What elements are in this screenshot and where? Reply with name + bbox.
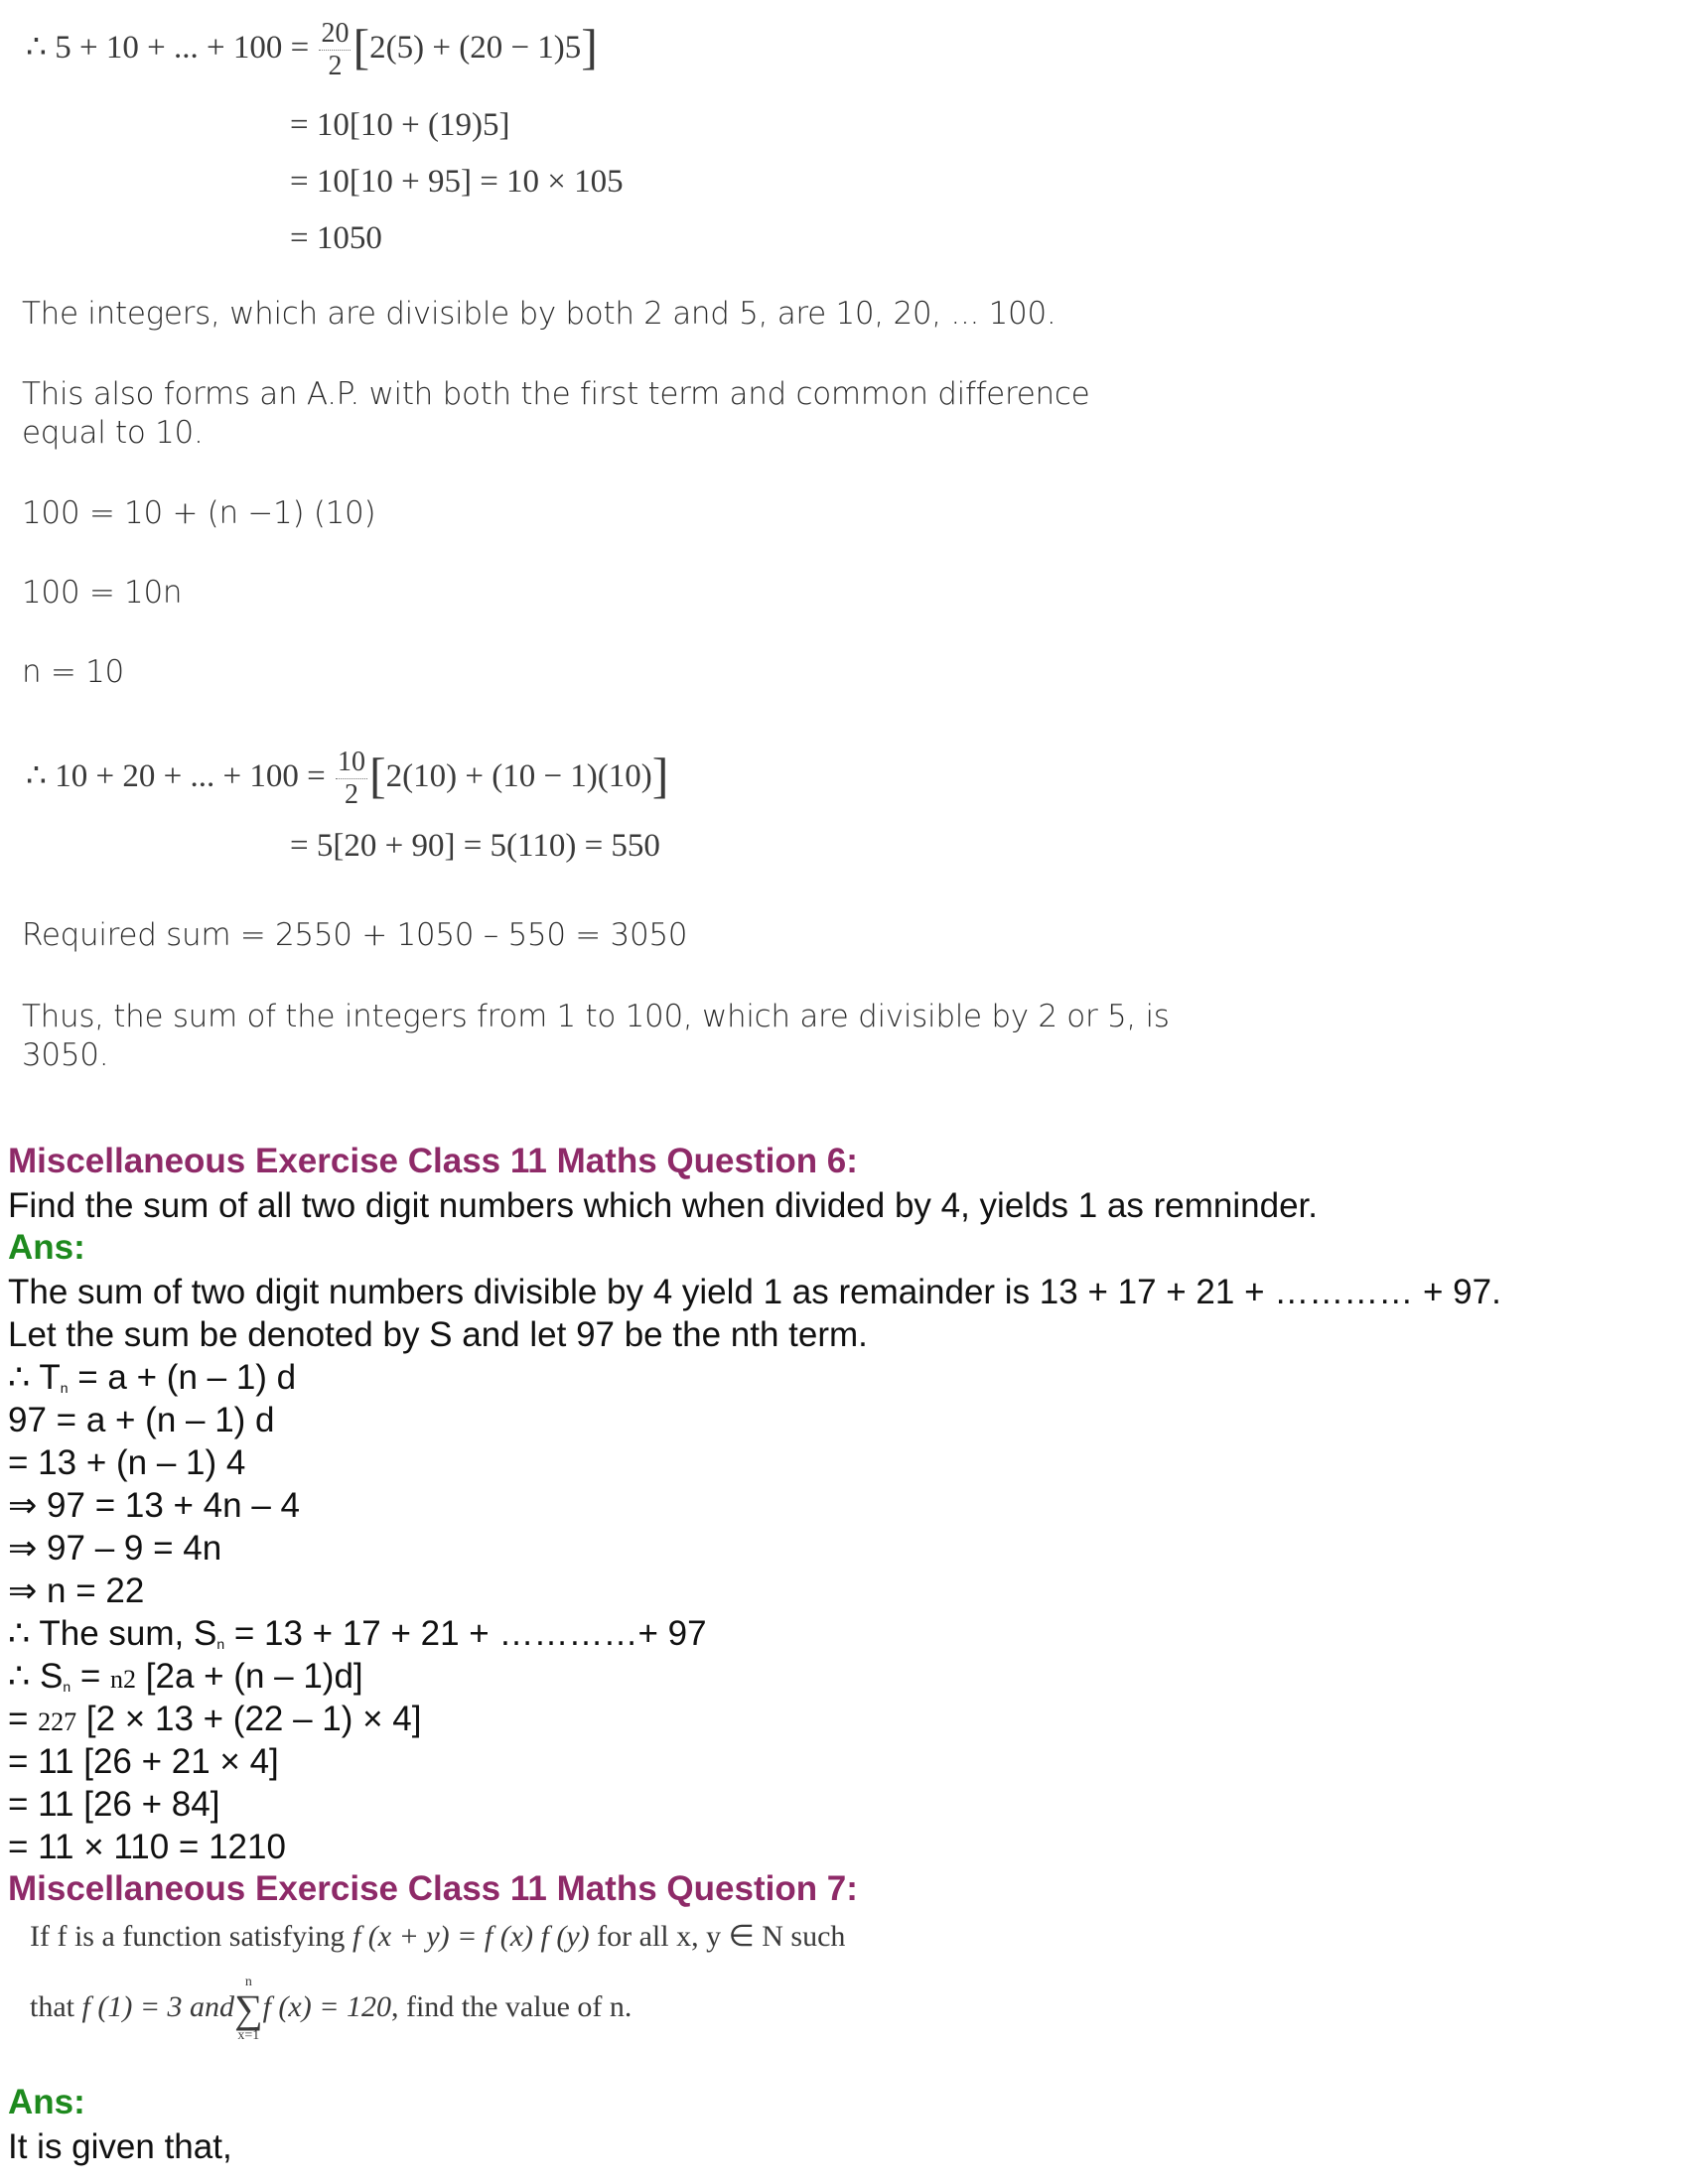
explanation-text: The integers, which are divisible by both 2 and 5, are 10, 20, ... 100.: [22, 296, 1056, 332]
answer-line-part: ∴ T: [8, 1358, 61, 1397]
explanation-text: This also forms an A.P. with both the first term and common difference: [22, 376, 1090, 412]
subscript: n: [63, 1679, 71, 1695]
answer-line-part: [2a + (n – 1)d]: [136, 1657, 363, 1696]
answer-line: The sum of two digit numbers divisible by 4 yield 1 as remainder is 13 + 17 + 21 + ………… + 97.: [8, 1273, 1501, 1311]
equation-text: n = 10: [22, 654, 124, 690]
function-equation: f (1) = 3 and: [81, 1989, 235, 2023]
fraction-numerator: 10: [337, 746, 365, 777]
summation-upper-limit: n: [244, 1975, 252, 1989]
small-serif-text: n2: [110, 1665, 137, 1694]
answer-line: ⇒ n = 22: [8, 1571, 145, 1610]
math-lhs: ∴ 10 + 20 + ... + 100 =: [26, 758, 326, 794]
question-6-text: Find the sum of all two digit numbers which when divided by 4, yields 1 as remninder.: [8, 1186, 1318, 1225]
math-line: ∴ 5 + 10 + ... + 100 = $\frac{20}{2}$ [2(5) + (20 − 1)5]: [26, 17, 598, 81]
conclusion-text: Thus, the sum of the integers from 1 to 100, which are divisible by 2 or 5, is: [22, 999, 1170, 1034]
question-text: that: [30, 1989, 74, 2023]
question-text: If f is a function satisfying: [30, 1920, 346, 1953]
math-lhs: ∴ 5 + 10 + ... + 100 =: [26, 30, 310, 66]
subscript: n: [216, 1636, 225, 1652]
explanation-text: equal to 10.: [22, 415, 204, 451]
summation-lower-limit: x=1: [237, 2028, 260, 2043]
answer-line-part: ∴ The sum, S: [8, 1614, 217, 1653]
function-equation: f (x) = 120: [262, 1989, 391, 2023]
answer-line: = 11 [26 + 84]: [8, 1785, 220, 1824]
equation-text: 100 = 10 + (n −1) (10): [22, 495, 376, 531]
sigma-glyph: ∑: [234, 1986, 263, 2031]
summation-symbol: [234, 1976, 263, 2043]
answer-line-part: ∴ S: [8, 1657, 64, 1696]
math-line: = 10[10 + 95] = 10 × 105: [290, 164, 624, 200]
math-rhs: 2(5) + (20 − 1)5: [369, 30, 582, 66]
math-line: = 10[10 + (19)5]: [290, 107, 510, 143]
answer-line: ⇒ 97 = 13 + 4n – 4: [8, 1486, 300, 1525]
math-rhs: 2(10) + (10 − 1)(10): [385, 758, 652, 794]
equation-text: 100 = 10n: [22, 575, 183, 611]
answer-line: = 11 × 110 = 1210: [8, 1828, 286, 1866]
answer-line-part: [2 × 13 + (22 – 1) × 4]: [76, 1700, 422, 1738]
fraction-numerator: 20: [321, 17, 350, 49]
answer-line: = 13 + (n – 1) 4: [8, 1443, 246, 1482]
answer-label: Ans:: [8, 1228, 85, 1267]
question-7-heading: Miscellaneous Exercise Class 11 Maths Question 7:: [8, 1869, 858, 1908]
answer-line-part: = 13 + 17 + 21 + …………+ 97: [224, 1614, 707, 1653]
answer-line-part: = a + (n – 1) d: [68, 1358, 297, 1397]
function-equation: f (x + y) = f (x) f (y): [352, 1920, 590, 1953]
question-7-line: [30, 1976, 632, 2043]
answer-line: [8, 1698, 422, 1743]
conclusion-text: 3050.: [22, 1037, 109, 1073]
question-text: for all x, y ∈ N such: [597, 1920, 846, 1953]
question-6-heading: Miscellaneous Exercise Class 11 Maths Question 6:: [8, 1142, 858, 1180]
subscript: n: [60, 1380, 69, 1396]
fraction-denominator: 2: [344, 778, 358, 810]
small-serif-text: 227: [38, 1707, 77, 1736]
answer-line: It is given that,: [8, 2127, 232, 2166]
question-7-line: [30, 1919, 845, 1954]
math-line: = 5[20 + 90] = 5(110) = 550: [290, 828, 660, 864]
answer-line: Let the sum be denoted by S and let 97 be the nth term.: [8, 1315, 868, 1354]
answer-line: 97 = a + (n – 1) d: [8, 1401, 275, 1439]
answer-line: = 11 [26 + 21 × 4]: [8, 1742, 279, 1781]
fraction-denominator: 2: [328, 50, 343, 81]
question-text: , find the value of n.: [390, 1989, 633, 2023]
answer-line-part: =: [8, 1700, 39, 1738]
fraction: [336, 746, 367, 810]
math-line: = 1050: [290, 220, 382, 256]
answer-line: ⇒ 97 – 9 = 4n: [8, 1529, 222, 1568]
answer-label: Ans:: [8, 2083, 85, 2121]
answer-line-part: =: [70, 1657, 111, 1696]
required-sum-text: Required sum = 2550 + 1050 – 550 = 3050: [22, 917, 688, 953]
math-line: ∴ 10 + 20 + ... + 100 = $\frac{10}{2}$ [2(10) + (10 − 1)(10)]: [26, 746, 669, 810]
fraction: [319, 17, 351, 81]
